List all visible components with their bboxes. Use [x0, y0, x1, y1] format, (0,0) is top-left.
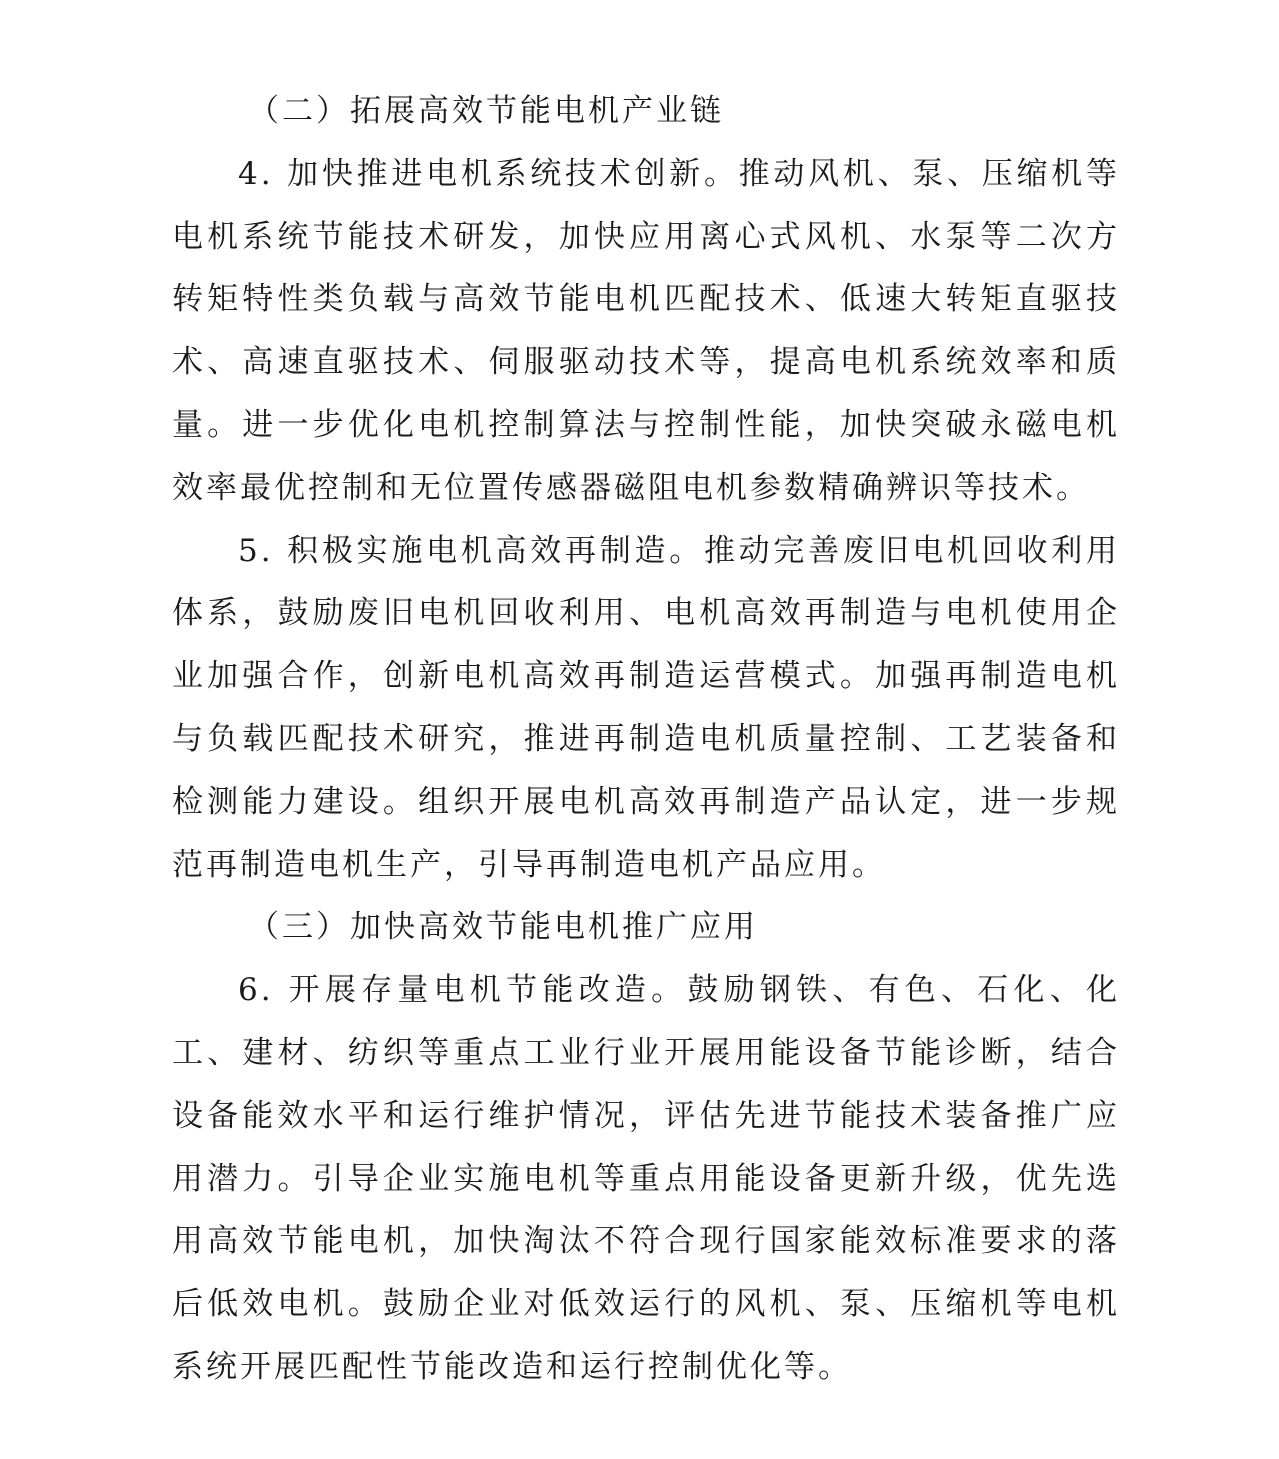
document-page — [172, 80, 1120, 1399]
paragraph-5: 5. 积极实施电机高效再制造。推动完善废旧电机回收利用体系，鼓励废旧电机回收利用、电机高效再制造与电机使用企业加强合作，创新电机高效再制造运营模式。加强再制造电机与负载匹配技术研究，推进再制造电机质量控制、工艺装备和检测能力建设。组织开展电机高效再制造产品认定，进一步规范再制造电机生产，引导再制造电机产品应用。 — [172, 532, 1120, 883]
paragraph-4: 4. 加快推进电机系统技术创新。推动风机、泵、压缩机等电机系统节能技术研发，加快应用离心式风机、水泵等二次方转矩特性类负载与高效节能电机匹配技术、低速大转矩直驱技术、高速直驱技术、伺服驱动技术等，提高电机系统效率和质量。进一步优化电机控制算法与控制性能，加快突破永磁电机效率最优控制和无位置传感器磁阻电机参数精确辨识等技术。 — [172, 155, 1120, 506]
section-heading-2: （二）拓展高效节能电机产业链 — [248, 93, 724, 129]
section-heading-3: （三）加快高效节能电机推广应用 — [248, 909, 758, 946]
paragraph-6: 6. 开展存量电机节能改造。鼓励钢铁、有色、石化、化工、建材、纺织等重点工业行业开展用能设备节能诊断，结合设备能效水平和运行维护情况，评估先进节能技术装备推广应用潜力。引导企业实施电机等重点用能设备更新升级，优先选用高效节能电机，加快淘汰不符合现行国家能效标准要求的落后低效电机。鼓励企业对低效运行的风机、泵、压缩机等电机系统开展匹配性节能改造和运行控制优化等。 — [172, 972, 1120, 1385]
